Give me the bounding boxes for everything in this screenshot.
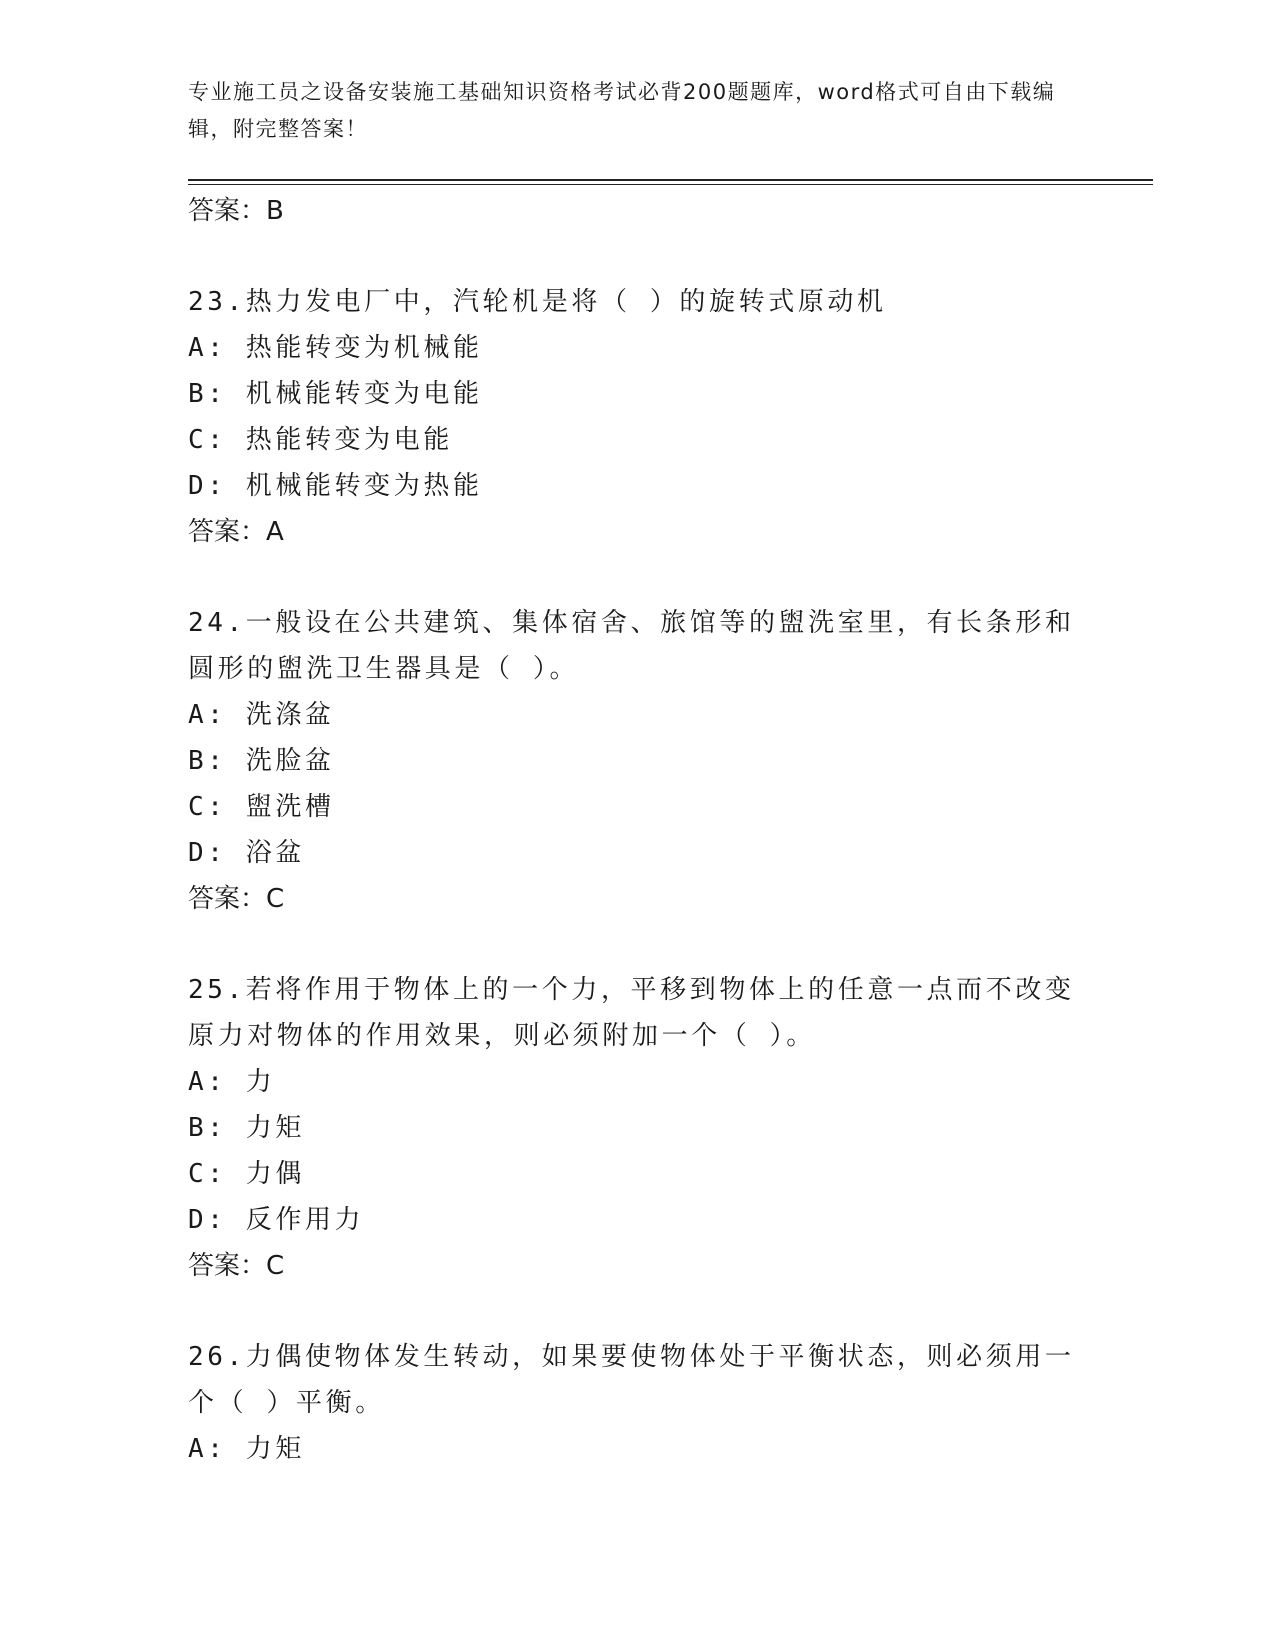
question-text: 24.一般设在公共建筑、集体宿舍、旅馆等的盥洗室里，有长条形和圆形的盥洗卫生器具是（ ）。	[188, 608, 1075, 684]
header-divider-thin	[188, 184, 1153, 185]
option-a: A: 热能转变为机械能	[188, 333, 483, 363]
answer-line: 答案：B	[188, 196, 284, 226]
option-d: D: 机械能转变为热能	[188, 471, 483, 501]
question-text: 26.力偶使物体发生转动，如果要使物体处于平衡状态，则必须用一个（ ）平衡。	[188, 1342, 1075, 1418]
answer-line: 答案：C	[188, 1251, 285, 1281]
option-a: A: 力	[188, 1067, 276, 1097]
question-list	[188, 188, 1078, 1472]
option-a: A: 力矩	[188, 1434, 305, 1464]
option-c: C: 盥洗槽	[188, 792, 335, 822]
document-header: 专业施工员之设备安装施工基础知识资格考试必背200题题库，word格式可自由下载编辑，附完整答案！	[188, 80, 1056, 141]
option-a: A: 洗涤盆	[188, 700, 335, 730]
answer-line: 答案：A	[188, 517, 284, 547]
option-d: D: 浴盆	[188, 838, 305, 868]
option-c: C: 热能转变为电能	[188, 425, 453, 455]
option-b: B: 洗脸盆	[188, 746, 335, 776]
question-block-26	[188, 1334, 1078, 1472]
question-text: 23.热力发电厂中，汽轮机是将（ ）的旋转式原动机	[188, 287, 887, 317]
option-d: D: 反作用力	[188, 1205, 365, 1235]
option-b: B: 力矩	[188, 1113, 305, 1143]
question-block-24	[188, 600, 1078, 922]
header-divider-thick	[188, 179, 1153, 181]
question-text: 25.若将作用于物体上的一个力，平移到物体上的任意一点而不改变原力对物体的作用效果，则必须附加一个（ ）。	[188, 975, 1075, 1051]
option-c: C: 力偶	[188, 1159, 305, 1189]
answer-line: 答案：C	[188, 884, 285, 914]
question-block-25	[188, 967, 1078, 1289]
option-b: B: 机械能转变为电能	[188, 379, 483, 409]
question-block-23	[188, 279, 1078, 555]
